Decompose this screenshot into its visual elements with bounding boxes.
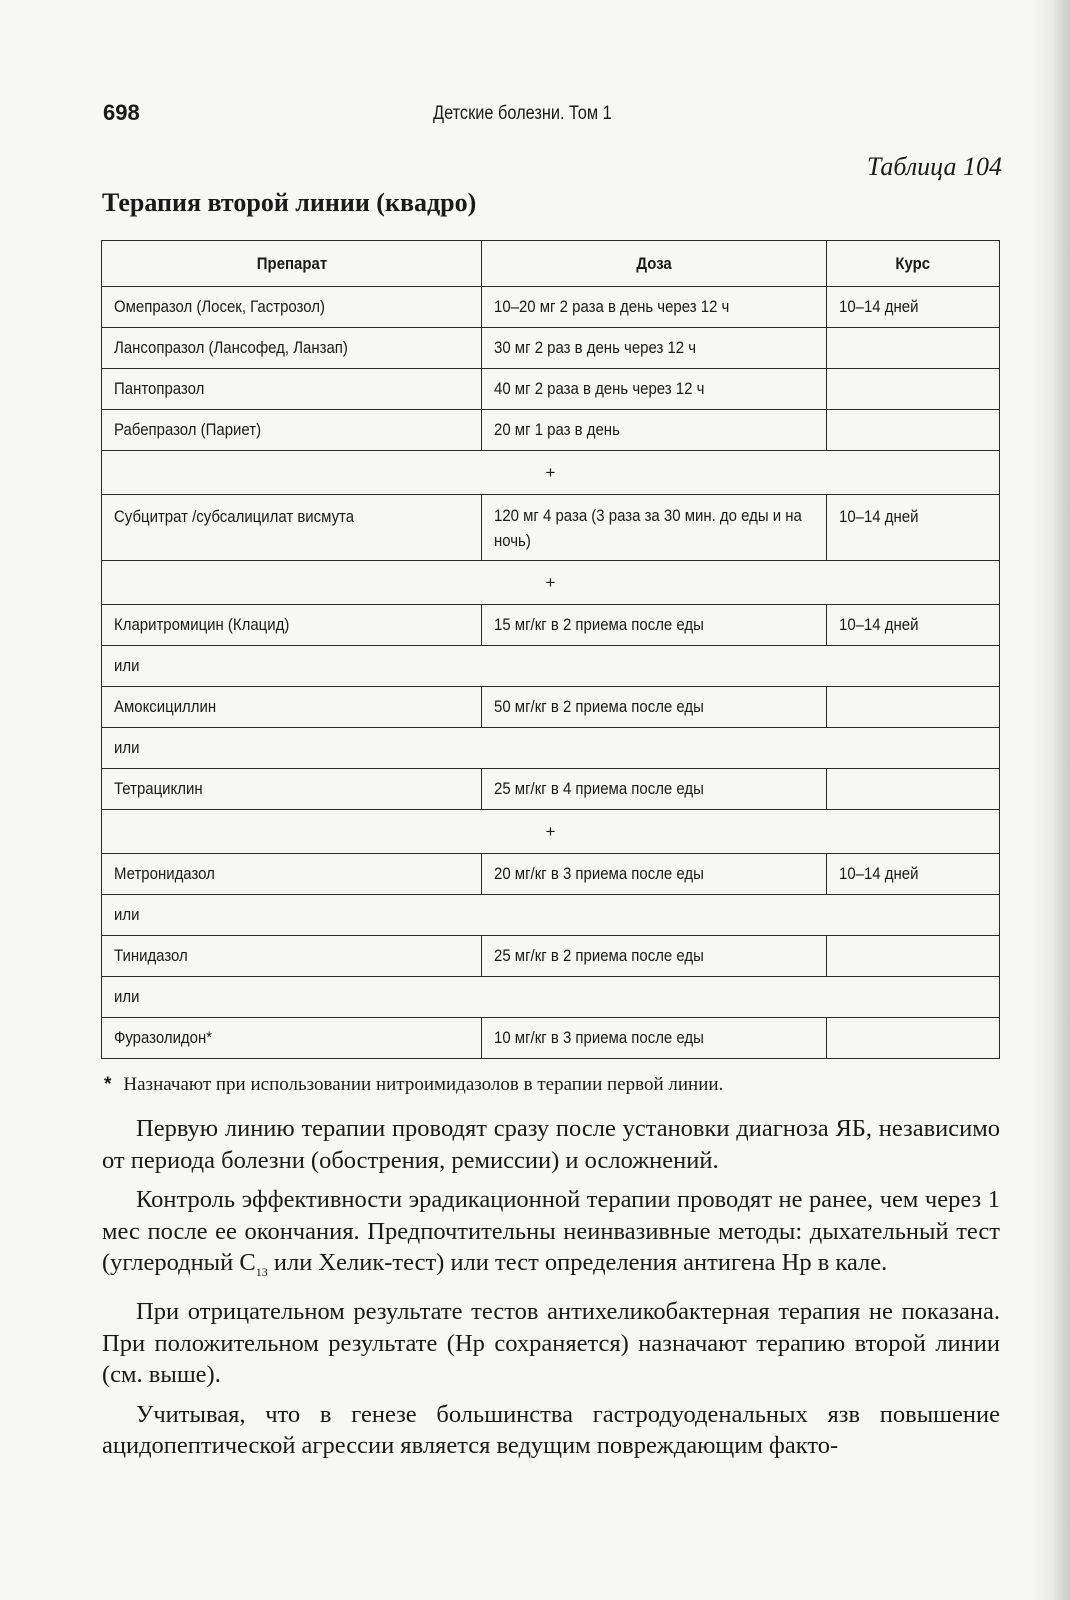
table-row <box>102 687 1000 728</box>
paragraph: Учитывая, что в генезе большинства гастродуоденальных язв повышение ацидопептической агрессии является ведущим повреждающим факто- <box>102 1400 1000 1460</box>
or-row <box>102 895 1000 936</box>
or-label: или <box>102 728 1000 769</box>
drug-cell: Омепразол (Лосек, Гастрозол) <box>102 287 482 328</box>
or-label: или <box>102 895 1000 936</box>
plus-sign: + <box>102 451 1000 495</box>
dose-cell: 20 мг/кг в 3 приема после еды <box>482 854 827 895</box>
footnote-marker: * <box>104 1074 112 1095</box>
table-row <box>102 854 1000 895</box>
plus-row <box>102 451 1000 495</box>
dose-cell: 20 мг 1 раз в день <box>482 410 827 451</box>
table-footnote <box>104 1074 723 1096</box>
paragraph: Первую линию терапии проводят сразу после установки диагноза ЯБ, независимо от периода болезни (обострения, ремиссии) и осложнений. <box>102 1115 1000 1174</box>
dose-cell: 40 мг 2 раза в день через 12 ч <box>482 369 827 410</box>
plus-sign: + <box>102 810 1000 854</box>
dose-cell: 30 мг 2 раз в день через 12 ч <box>482 328 827 369</box>
table-row <box>102 495 1000 561</box>
course-cell: 10–14 дней <box>827 287 1000 328</box>
dose-cell: 120 мг 4 раза (3 раза за 30 мин. до еды и на ночь) <box>482 495 827 561</box>
table-header-row <box>102 241 1000 287</box>
header-course: Курс <box>827 241 1000 287</box>
or-row <box>102 977 1000 1018</box>
page-edge-shadow <box>1032 0 1070 1600</box>
course-cell <box>827 328 1000 369</box>
body-text <box>102 1113 1000 1470</box>
course-cell: 10–14 дней <box>827 495 1000 561</box>
course-cell <box>827 369 1000 410</box>
drug-cell: Метронидазол <box>102 854 482 895</box>
course-cell: 10–14 дней <box>827 605 1000 646</box>
table-row <box>102 769 1000 810</box>
dose-cell: 25 мг/кг в 2 приема после еды <box>482 936 827 977</box>
drug-cell: Субцитрат /субсалицилат висмута <box>102 495 482 561</box>
paragraph: При отрицательном результате тестов антихеликобактерная терапия не показана. При положительном результате (Нр сохраняется) назначают терапию второй линии (см. выше). <box>102 1298 1000 1389</box>
drug-cell: Амоксициллин <box>102 687 482 728</box>
dose-cell: 10–20 мг 2 раза в день через 12 ч <box>482 287 827 328</box>
plus-row <box>102 561 1000 605</box>
therapy-table <box>101 240 1000 1059</box>
drug-cell: Кларитромицин (Клацид) <box>102 605 482 646</box>
plus-row <box>102 810 1000 854</box>
table-row <box>102 287 1000 328</box>
dose-cell: 10 мг/кг в 3 приема после еды <box>482 1018 827 1059</box>
table-title: Терапия второй линии (квадро) <box>102 188 477 217</box>
or-row <box>102 728 1000 769</box>
running-title: Детские болезни. Том 1 <box>433 103 612 124</box>
table-row <box>102 369 1000 410</box>
table-row <box>102 328 1000 369</box>
drug-cell: Пантопразол <box>102 369 482 410</box>
drug-cell: Тинидазол <box>102 936 482 977</box>
table-label: Таблица 104 <box>866 152 1002 181</box>
plus-sign: + <box>102 561 1000 605</box>
table-row <box>102 1018 1000 1059</box>
paragraph: Контроль эффективности эрадикационной терапии проводят не ранее, чем через 1 мес после ее окончания. Предпочтительны неинвазивные методы: дыхательный тест (углеродный $С_{13}$ или Хелик-тест) или тест определения антигена Нр в кале. <box>102 1186 1000 1279</box>
table-row <box>102 936 1000 977</box>
or-label: или <box>102 977 1000 1018</box>
table-row <box>102 410 1000 451</box>
dose-cell: 25 мг/кг в 4 приема после еды <box>482 769 827 810</box>
course-cell <box>827 769 1000 810</box>
course-cell <box>827 1018 1000 1059</box>
course-cell <box>827 410 1000 451</box>
drug-cell: Фуразолидон* <box>102 1018 482 1059</box>
drug-cell: Лансопразол (Лансофед, Ланзап) <box>102 328 482 369</box>
header-drug: Препарат <box>102 241 482 287</box>
dose-cell: 50 мг/кг в 2 приема после еды <box>482 687 827 728</box>
footnote-text: Назначают при использовании нитроимидазолов в терапии первой линии. <box>123 1074 724 1095</box>
dose-cell: 15 мг/кг в 2 приема после еды <box>482 605 827 646</box>
header-dose: Доза <box>482 241 827 287</box>
drug-cell: Тетрациклин <box>102 769 482 810</box>
or-label: или <box>102 646 1000 687</box>
drug-cell: Рабепразол (Париет) <box>102 410 482 451</box>
or-row <box>102 646 1000 687</box>
course-cell <box>827 687 1000 728</box>
page-number: 698 <box>103 100 140 125</box>
course-cell <box>827 936 1000 977</box>
course-cell: 10–14 дней <box>827 854 1000 895</box>
table-row <box>102 605 1000 646</box>
